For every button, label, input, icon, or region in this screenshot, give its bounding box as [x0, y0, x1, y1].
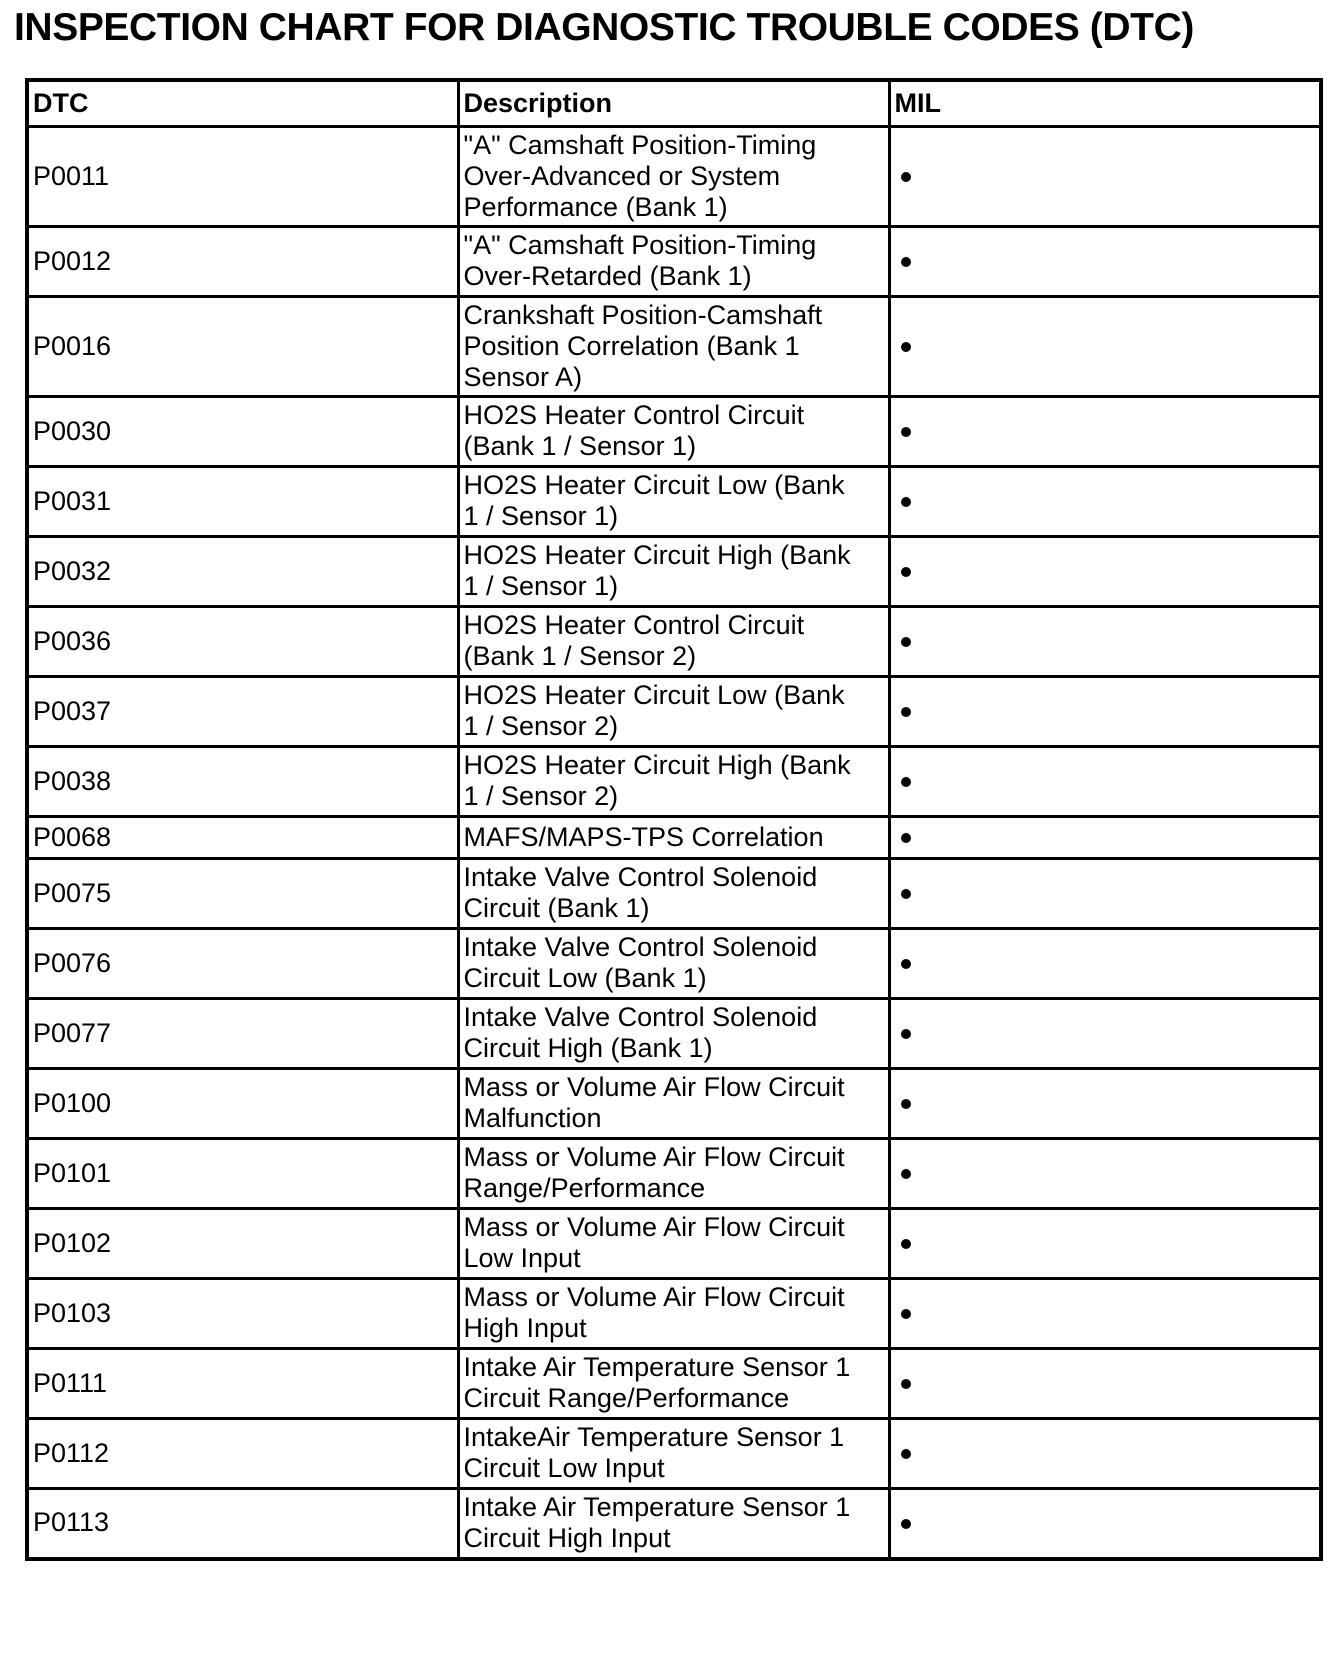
description-line: Circuit (Bank 1)	[463, 893, 650, 923]
table-row	[27, 817, 1321, 859]
dtc-code-cell: P0068	[27, 817, 458, 859]
mil-indicator-dot-icon	[901, 833, 911, 843]
mil-indicator-dot-icon	[901, 637, 911, 647]
description-line: Circuit Low (Bank 1)	[463, 963, 707, 993]
mil-indicator-dot-icon	[901, 1029, 911, 1039]
description-cell	[458, 677, 889, 747]
mil-cell	[889, 929, 1321, 999]
mil-indicator-dot-icon	[901, 427, 911, 437]
mil-indicator-dot-icon	[901, 707, 911, 717]
description-line: Over-Retarded (Bank 1)	[463, 261, 752, 291]
description-line: Performance (Bank 1)	[463, 191, 728, 222]
description-cell	[458, 607, 889, 677]
mil-indicator-dot-icon	[901, 1239, 911, 1249]
mil-cell	[889, 1209, 1321, 1279]
description-cell	[458, 467, 889, 537]
dtc-table-body	[27, 127, 1321, 1559]
mil-cell	[889, 127, 1321, 227]
mil-cell	[889, 859, 1321, 929]
description-cell	[458, 817, 889, 859]
table-row	[27, 859, 1321, 929]
description-cell	[458, 929, 889, 999]
description-line: Mass or Volume Air Flow Circuit	[463, 1072, 845, 1102]
dtc-code-cell: P0032	[27, 537, 458, 607]
dtc-table	[25, 78, 1323, 1561]
dtc-code-cell: P0016	[27, 297, 458, 397]
description-line: MAFS/MAPS-TPS Correlation	[463, 821, 824, 852]
table-row	[27, 297, 1321, 397]
mil-indicator-dot-icon	[901, 1169, 911, 1179]
description-line: Malfunction	[463, 1103, 602, 1133]
mil-cell	[889, 1069, 1321, 1139]
description-cell	[458, 1069, 889, 1139]
dtc-code-cell: P0111	[27, 1349, 458, 1419]
table-row	[27, 747, 1321, 817]
description-line: Intake Valve Control Solenoid	[463, 862, 818, 892]
description-line: (Bank 1 / Sensor 2)	[463, 641, 697, 671]
description-cell	[458, 127, 889, 227]
description-line: HO2S Heater Circuit Low (Bank	[463, 470, 845, 500]
description-cell	[458, 1209, 889, 1279]
table-row	[27, 1419, 1321, 1489]
header-row	[27, 80, 1321, 127]
description-line: HO2S Heater Circuit High (Bank	[463, 750, 851, 780]
mil-cell	[889, 1419, 1321, 1489]
description-line: Mass or Volume Air Flow Circuit	[463, 1282, 845, 1312]
description-line: Circuit High Input	[463, 1522, 671, 1553]
description-line: HO2S Heater Circuit Low (Bank	[463, 680, 845, 710]
description-line: Sensor A)	[463, 361, 583, 392]
description-line: "A" Camshaft Position-Timing	[463, 230, 817, 260]
description-line: Over-Advanced or System	[463, 160, 781, 191]
mil-cell	[889, 999, 1321, 1069]
description-line: Circuit High (Bank 1)	[463, 1033, 713, 1063]
mil-cell	[889, 1489, 1321, 1559]
mil-indicator-dot-icon	[901, 1379, 911, 1389]
table-row	[27, 1209, 1321, 1279]
description-cell	[458, 227, 889, 297]
mil-cell	[889, 607, 1321, 677]
description-line: (Bank 1 / Sensor 1)	[463, 431, 697, 461]
description-line: Low Input	[463, 1243, 581, 1273]
description-line: High Input	[463, 1313, 587, 1343]
description-line: 1 / Sensor 2)	[463, 781, 619, 811]
description-cell	[458, 397, 889, 467]
mil-indicator-dot-icon	[901, 1099, 911, 1109]
description-line: Intake Valve Control Solenoid	[463, 1002, 818, 1032]
description-line: Mass or Volume Air Flow Circuit	[463, 1212, 845, 1242]
description-line: 1 / Sensor 2)	[463, 711, 619, 741]
description-line: Circuit Low Input	[463, 1453, 665, 1483]
mil-indicator-dot-icon	[901, 1519, 911, 1529]
dtc-code-cell: P0112	[27, 1419, 458, 1489]
description-cell	[458, 1139, 889, 1209]
description-cell	[458, 859, 889, 929]
mil-indicator-dot-icon	[901, 497, 911, 507]
table-row	[27, 677, 1321, 747]
dtc-code-cell: P0075	[27, 859, 458, 929]
mil-cell	[889, 397, 1321, 467]
description-line: Range/Performance	[463, 1173, 706, 1203]
description-line: Crankshaft Position-Camshaft	[463, 299, 823, 330]
dtc-code-cell: P0011	[27, 127, 458, 227]
description-line: HO2S Heater Circuit High (Bank	[463, 540, 851, 570]
mil-cell	[889, 817, 1321, 859]
dtc-code-cell: P0100	[27, 1069, 458, 1139]
description-line: Intake Air Temperature Sensor 1	[463, 1352, 851, 1382]
description-cell	[458, 1349, 889, 1419]
description-cell	[458, 1279, 889, 1349]
dtc-code-cell: P0038	[27, 747, 458, 817]
column-header-dtc: DTC	[27, 80, 458, 127]
description-line: Circuit Range/Performance	[463, 1383, 790, 1413]
dtc-code-cell: P0037	[27, 677, 458, 747]
mil-cell	[889, 1279, 1321, 1349]
table-row	[27, 607, 1321, 677]
mil-cell	[889, 297, 1321, 397]
dtc-code-cell: P0031	[27, 467, 458, 537]
description-cell	[458, 297, 889, 397]
dtc-code-cell: P0103	[27, 1279, 458, 1349]
description-line: IntakeAir Temperature Sensor 1	[463, 1422, 845, 1452]
description-line: Position Correlation (Bank 1	[463, 330, 800, 361]
description-line: 1 / Sensor 1)	[463, 501, 619, 531]
description-line: HO2S Heater Control Circuit	[463, 400, 805, 430]
mil-indicator-dot-icon	[901, 257, 911, 267]
table-row	[27, 127, 1321, 227]
dtc-code-cell: P0102	[27, 1209, 458, 1279]
table-row	[27, 999, 1321, 1069]
mil-cell	[889, 747, 1321, 817]
description-cell	[458, 1489, 889, 1559]
table-row	[27, 1489, 1321, 1559]
table-row	[27, 1349, 1321, 1419]
mil-indicator-dot-icon	[901, 567, 911, 577]
dtc-code-cell: P0030	[27, 397, 458, 467]
dtc-code-cell: P0077	[27, 999, 458, 1069]
description-line: Mass or Volume Air Flow Circuit	[463, 1142, 845, 1172]
table-row	[27, 467, 1321, 537]
description-line: "A" Camshaft Position-Timing	[463, 129, 817, 160]
table-row	[27, 1279, 1321, 1349]
description-line: Intake Air Temperature Sensor 1	[463, 1491, 851, 1522]
dtc-code-cell: P0101	[27, 1139, 458, 1209]
mil-cell	[889, 467, 1321, 537]
description-cell	[458, 999, 889, 1069]
mil-cell	[889, 1349, 1321, 1419]
dtc-code-cell: P0076	[27, 929, 458, 999]
table-row	[27, 1139, 1321, 1209]
dtc-code-cell: P0113	[27, 1489, 458, 1559]
description-cell	[458, 537, 889, 607]
mil-indicator-dot-icon	[901, 959, 911, 969]
mil-indicator-dot-icon	[901, 172, 911, 182]
description-cell	[458, 1419, 889, 1489]
mil-cell	[889, 1139, 1321, 1209]
description-line: Intake Valve Control Solenoid	[463, 932, 818, 962]
description-line: HO2S Heater Control Circuit	[463, 610, 805, 640]
description-line: 1 / Sensor 1)	[463, 571, 619, 601]
column-header-mil: MIL	[889, 80, 1321, 127]
table-row	[27, 397, 1321, 467]
table-row	[27, 929, 1321, 999]
mil-indicator-dot-icon	[901, 889, 911, 899]
mil-cell	[889, 537, 1321, 607]
mil-indicator-dot-icon	[901, 777, 911, 787]
column-header-description: Description	[458, 80, 889, 127]
mil-cell	[889, 677, 1321, 747]
dtc-code-cell: P0012	[27, 227, 458, 297]
table-row	[27, 227, 1321, 297]
dtc-code-cell: P0036	[27, 607, 458, 677]
mil-cell	[889, 227, 1321, 297]
table-row	[27, 1069, 1321, 1139]
table-row	[27, 537, 1321, 607]
description-cell	[458, 747, 889, 817]
mil-indicator-dot-icon	[901, 1309, 911, 1319]
mil-indicator-dot-icon	[901, 1449, 911, 1459]
mil-indicator-dot-icon	[901, 342, 911, 352]
page-title: INSPECTION CHART FOR DIAGNOSTIC TROUBLE CODES (DTC)	[14, 6, 1194, 49]
